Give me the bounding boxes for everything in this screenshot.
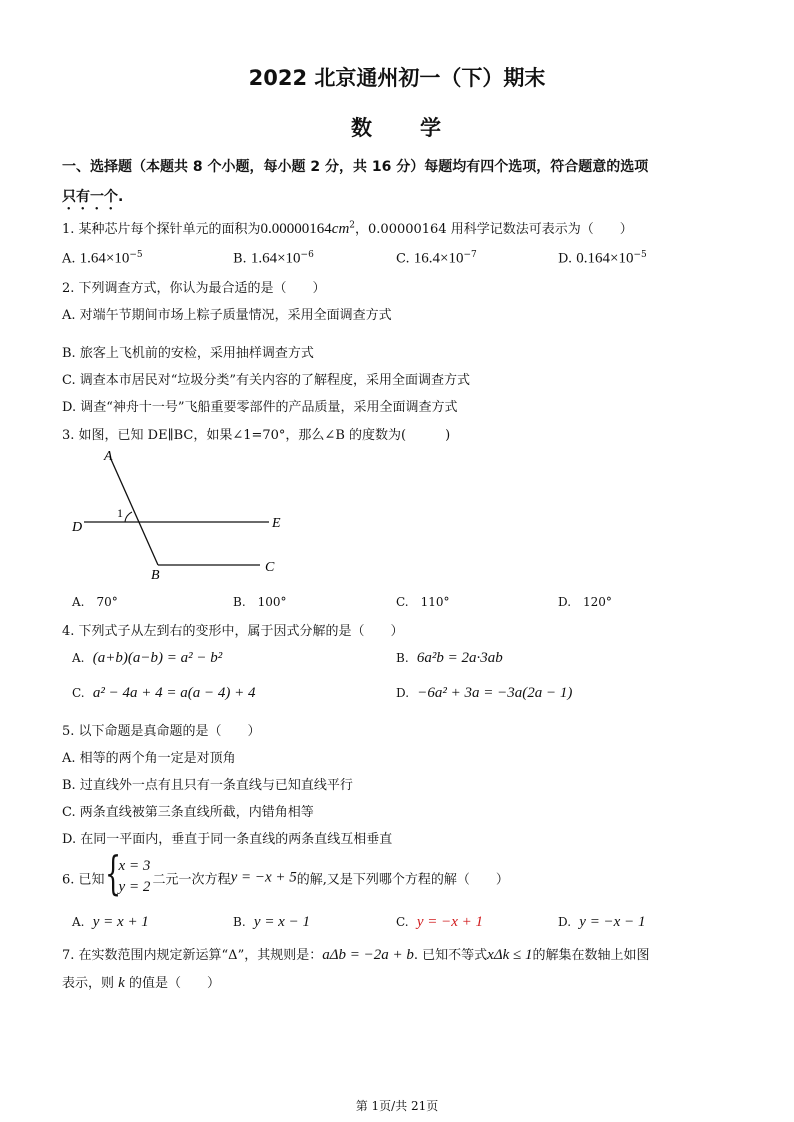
option-label: C. [396,251,410,267]
option-label: A. [72,915,85,929]
q1-option-b[interactable] [233,250,314,267]
q2-option-c[interactable]: C. 调查本市居民对“垃圾分类”有关内容的了解程度，采用全面调查方式 [62,373,471,388]
option-value: 0.164×10 [576,250,634,267]
q7-text-2: . 已知不等式 [413,948,488,963]
q3-option-b[interactable]: B. 100° [233,595,287,609]
option-exp: −7 [463,250,477,260]
question-5-stem: 5. 以下命题是真命题的是（ ） [62,724,261,739]
q6-option-c[interactable] [396,914,483,931]
point-C-label: C [265,560,275,575]
point-B-label: B [151,568,160,583]
section-heading: 一、选择题（本题共 8 个小题，每小题 2 分，共 16 分）每题均有四个选项，符合题意的选项 [62,159,649,175]
q1-option-a[interactable] [62,250,143,267]
q6-text: 二元一次方程 [152,872,231,888]
point-D-label: D [72,520,83,535]
page-number: 第 1页/共 21页 [355,1099,439,1113]
option-exp: −5 [129,250,143,260]
option-label: D. [558,251,573,267]
q3-option-d[interactable]: D. 120° [558,595,612,609]
option-value: 16.4×10 [413,250,464,267]
q6-equation: y = −x + 5 [230,869,297,886]
section-heading-line2 [62,186,123,213]
option-label: A. [72,651,85,665]
question-7-stem [62,944,650,964]
q7-inequality: xΔk ≤ 1 [487,947,533,963]
option-expression: a² − 4a + 4 = a(a − 4) + 4 [92,685,256,701]
subject-title: 数 学 [351,116,443,140]
emphasis-text: 只有一个 [62,189,118,205]
q4-option-a[interactable] [72,650,222,667]
option-label: D. [558,915,572,929]
option-expression: 6a²b = 2a·3ab [416,650,503,666]
angle-1-label: 1 [117,506,123,520]
q6-system [104,846,153,900]
q6-eq1: x = 3 [118,858,151,874]
option-label: D. [396,686,410,700]
question-1-stem [62,218,633,238]
question-3-stem: 3. 如图，已知 DE∥BC，如果∠1=70°，那么∠B 的度数为( ) [62,428,451,443]
page-title: 2022 北京通州初一（下）期末 [248,66,546,90]
q2-option-a[interactable]: A. 对端午节期间市场上粽子质量情况，采用全面调查方式 [62,308,392,323]
option-expression: (a+b)(a−b) = a² − b² [92,650,223,666]
q6-text-2: 的解,又是下列哪个方程的解（ ） [296,872,509,888]
question-4-stem: 4. 下列式子从左到右的变形中，属于因式分解的是（ ） [62,624,404,639]
option-label: B. [396,651,409,665]
q7-text-5: 的值是（ ） [128,976,220,991]
q6-option-b[interactable] [233,914,310,931]
q3-option-a[interactable]: A. 70° [72,595,118,609]
option-value: 1.64×10 [250,250,301,267]
option-label: C. [396,915,409,929]
q4-option-d[interactable] [396,685,572,702]
angle-1-arc [125,512,132,522]
option-expression: y = −x − 1 [579,914,646,930]
section-period: . [118,189,124,205]
option-exp: −6 [300,250,314,260]
q1-unit-exp: 2 [349,220,356,231]
q5-option-d[interactable]: D. 在同一平面内，垂直于同一条直线的两条直线互相垂直 [62,832,393,847]
q4-option-b[interactable] [396,650,503,667]
question-6-stem [62,846,509,900]
q1-text: 1. 某种芯片每个探针单元的面积为 [62,222,261,237]
question-2-stem: 2. 下列调查方式，你认为最合适的是（ ） [62,281,326,296]
q5-option-c[interactable]: C. 两条直线被第三条直线所截，内错角相等 [62,805,314,820]
q2-option-d[interactable]: D. 调查“神舟十一号”飞船重要零部件的产品质量，采用全面调查方式 [62,400,458,415]
q7-text-4: 表示，则 [62,976,115,991]
q2-option-b[interactable]: B. 旅客上飞机前的安检，采用抽样调查方式 [62,346,314,361]
q1-unit: cm [331,221,350,237]
q1-option-d[interactable] [558,250,647,267]
q6-prefix: 6. 已知 [62,872,105,888]
q6-eq2: y = 2 [118,879,151,895]
q6-option-a[interactable] [72,914,149,931]
q5-option-a[interactable]: A. 相等的两个角一定是对顶角 [62,751,236,766]
q1-text-2: ，0.00000164 用科学记数法可表示为（ ） [355,222,633,237]
q1-value: 0.00000164 [260,221,332,237]
q7-text-3: 的解集在数轴上如图 [532,948,650,963]
point-E-label: E [272,516,281,531]
q4-option-c[interactable] [72,685,255,702]
option-expression-highlighted: y = −x + 1 [416,914,484,930]
q6-option-d[interactable] [558,914,645,931]
q7-rule: aΔb = −2a + b [322,947,414,963]
option-exp: −5 [633,250,647,260]
option-label: B. [233,915,246,929]
option-expression: y = x − 1 [253,914,310,930]
option-label: C. [72,686,85,700]
q7-text: 7. 在实数范围内规定新运算“Δ”，其规则是： [62,948,323,963]
option-value: 1.64×10 [79,250,130,267]
option-expression: −6a² + 3a = −3a(2a − 1) [417,685,573,701]
option-expression: y = x + 1 [92,914,149,930]
option-label: B. [233,251,247,267]
q5-option-b[interactable]: B. 过直线外一点有且只有一条直线与已知直线平行 [62,778,353,793]
point-A-label: A [104,449,113,464]
q3-geometry-figure [62,445,302,585]
q3-option-c[interactable]: C. 110° [396,595,450,609]
option-label: A. [62,251,76,267]
q1-option-c[interactable] [396,250,477,267]
q7-variable-k: k [118,975,125,991]
question-7-line2 [62,972,220,992]
brace-icon: { [104,846,121,900]
